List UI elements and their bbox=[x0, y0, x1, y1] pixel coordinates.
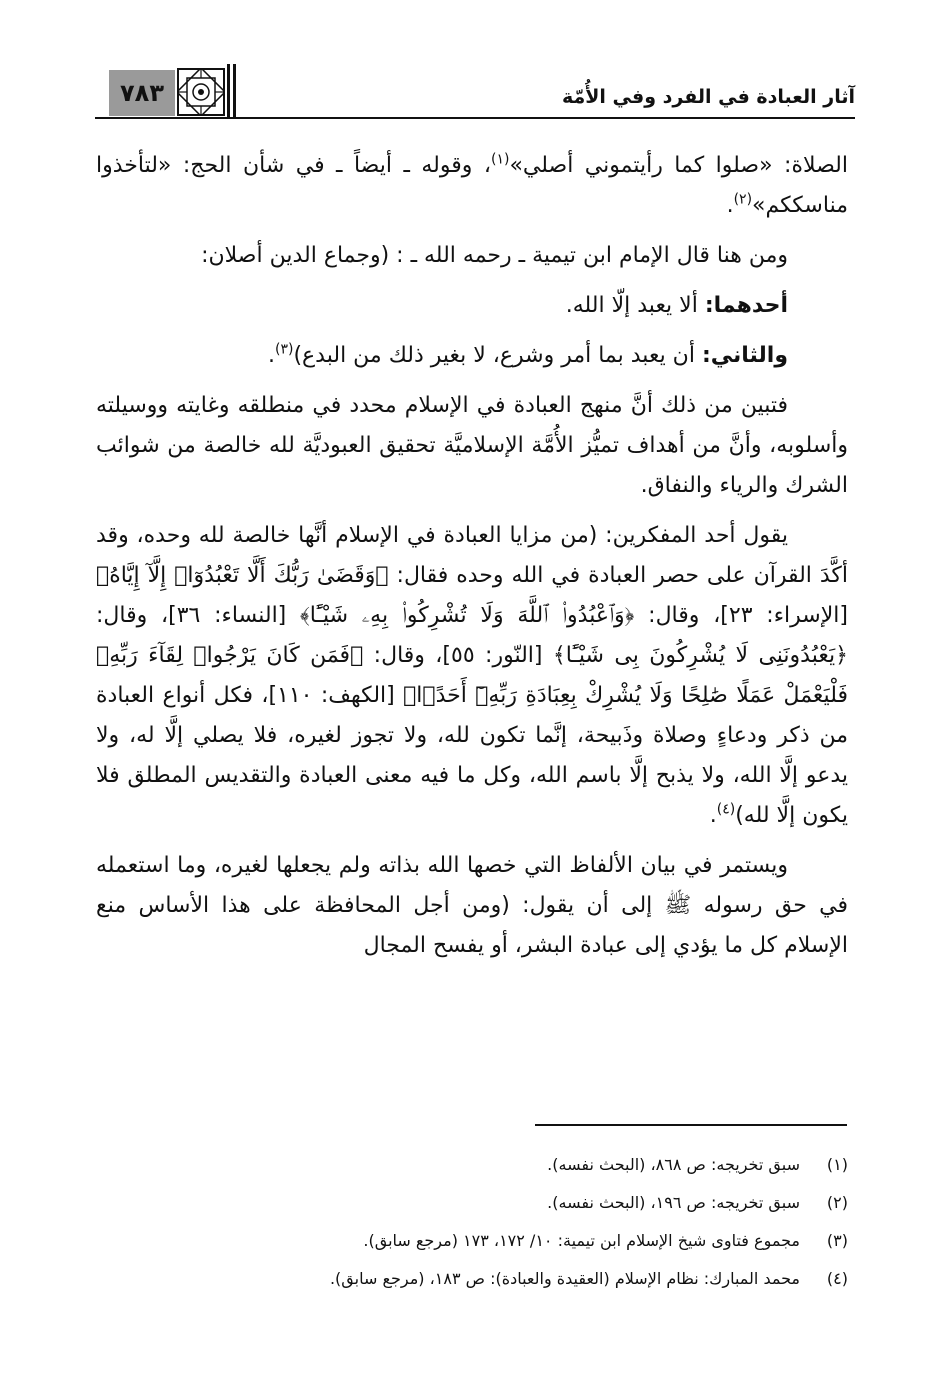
footnotes bbox=[96, 1146, 848, 1298]
page-number-badge bbox=[109, 70, 175, 116]
page-number: ٧٨٣ bbox=[120, 79, 164, 107]
paragraph-4 bbox=[96, 336, 848, 376]
footnote-rule bbox=[535, 1124, 847, 1126]
footnote bbox=[96, 1184, 848, 1222]
footnote-ref: (١) bbox=[490, 151, 510, 168]
text-run: . bbox=[709, 803, 717, 828]
paragraph-7: ويستمر في بيان الألفاظ التي خصها الله بذاته ولم يجعلها لغيره، وما استعمله في حق رسوله ﷺ إلى أن يقول: (ومن أجل المحافظة على هذا الأساس منع الإسلام كل ما يؤدي إلى عبادة البشر، أو يفسح المجال bbox=[96, 853, 848, 958]
footnote bbox=[96, 1222, 848, 1260]
footnote-number: (٤) bbox=[826, 1269, 848, 1288]
footnote bbox=[96, 1260, 848, 1298]
footnote-number: (٣) bbox=[826, 1231, 848, 1250]
text-run: يقول أحد المفكرين: (من مزايا العبادة في الإسلام أنَّها خالصة لله وحده، وقد أكَّدَ القرآن على حصر العبادة في الله وحده فقال: ﴿وَقَضَىٰ رَبُّكَ أَلَّا تَعْبُدُوٓا۟ إِلَّآ إِيَّاهُ﴾ [الإسراء: ٢٣]، وقال: ﴿وَٱعْبُدُوا۟ ٱللَّهَ وَلَا تُشْرِكُوا۟ بِهِۦ شَيْـًٔا﴾ [النساء: ٣٦]، وقال: ﴿يَعْبُدُونَنِى لَا يُشْرِكُونَ بِى شَيْـًٔا﴾ [النّور: ٥٥]، وقال: ﴿فَمَن كَانَ يَرْجُوا۟ لِقَآءَ رَبِّهِۦ فَلْيَعْمَلْ عَمَلًا صَٰلِحًا وَلَا يُشْرِكْ بِعِبَادَةِ رَبِّهِۦٓ أَحَدًۢا﴾ [الكهف: ١١٠]، فكل أنواع العبادة من ذكر ودعاءٍ وصلاة وذَبيحة، إنَّما تكون لله، ولا تجوز لغيره، فلا يصلي إلَّا له، ولا يدعو إلَّا الله، ولا يذبح إلَّا باسم الله، وكل ما فيه معنى العبادة والتقديس المطلق فلا يكون إلَّا لله) bbox=[96, 523, 848, 828]
header-divider-bars bbox=[227, 64, 237, 118]
bold-label: أحدهما: bbox=[704, 293, 788, 318]
footnote-text: سبق تخريجه: ص ٨٦٨، (البحث نفسه). bbox=[547, 1155, 800, 1174]
bold-label: والثاني: bbox=[701, 343, 788, 368]
ornament-icon bbox=[177, 68, 225, 116]
footnote-number: (٢) bbox=[826, 1193, 848, 1212]
page-header bbox=[95, 62, 855, 124]
footnote-text: سبق تخريجه: ص ١٩٦، (البحث نفسه). bbox=[547, 1193, 800, 1212]
footnote-ref: (٣) bbox=[275, 341, 294, 358]
paragraph-1 bbox=[96, 146, 848, 226]
text-run: الصلاة: «صلوا كما رأيتموني أصلي» bbox=[509, 153, 848, 178]
footnote-text: محمد المبارك: نظام الإسلام (العقيدة والعبادة): ص ١٨٣، (مرجع سابق). bbox=[329, 1269, 800, 1288]
paragraph-3 bbox=[96, 286, 848, 326]
paragraph-5: فتبين من ذلك أنَّ منهج العبادة في الإسلام محدد في منطلقه وغايته ووسيلته وأسلوبه، وأنَّ من أهداف تميُّز الأُمَّة الإسلاميَّة تحقيق العبوديَّة لله خالصة من شوائب الشرك والرياء والنفاق. bbox=[96, 393, 848, 498]
text-run: . bbox=[726, 193, 734, 218]
footnote-number: (١) bbox=[826, 1155, 848, 1174]
footnote-text: مجموع فتاوى شيخ الإسلام ابن تيمية: ١٠/ ١٧٢، ١٧٣ (مرجع سابق). bbox=[363, 1231, 800, 1250]
text-run: ألا يعبد إلّا الله. bbox=[565, 293, 705, 318]
text-run: ، وقوله ـ أيضاً ـ في شأن الحج: «لتأخذوا مناسككم» bbox=[96, 153, 848, 218]
footnote-ref: (٢) bbox=[733, 191, 753, 208]
text-run: أن يعبد بما أمر وشرع، لا بغير ذلك من البدع) bbox=[293, 343, 702, 368]
running-title: آثار العبادة في الفرد وفي الأُمّة bbox=[562, 86, 855, 108]
paragraph-2: ومن هنا قال الإمام ابن تيمية ـ رحمه الله ـ : (وجماع الدين أصلان: bbox=[201, 243, 788, 268]
header-rule bbox=[95, 117, 855, 119]
footnote-ref: (٤) bbox=[716, 801, 736, 818]
main-text bbox=[96, 146, 848, 976]
footnote bbox=[96, 1146, 848, 1184]
paragraph-6 bbox=[96, 516, 848, 836]
text-run: . bbox=[268, 343, 275, 368]
